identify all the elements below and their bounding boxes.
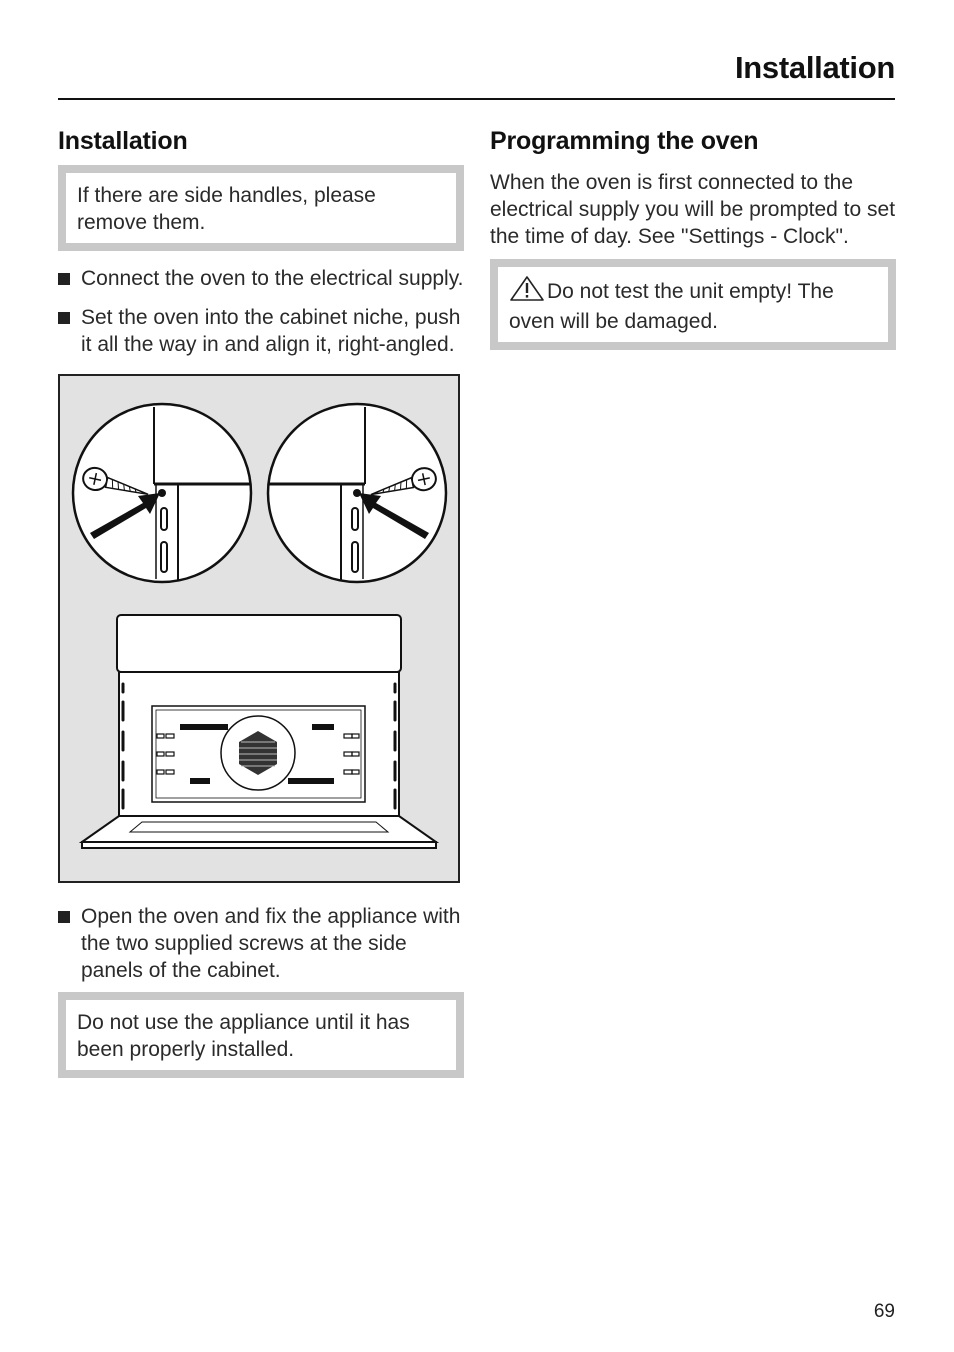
programming-paragraph: When the oven is first connected to the electrical supply you will be prompted to set the time of day. See "Settings - Clock". bbox=[490, 171, 896, 248]
list-item-text: Connect the oven to the electrical supply. bbox=[81, 267, 464, 290]
oven-illustration bbox=[60, 376, 458, 881]
note-text: If there are side handles, please remove them. bbox=[77, 184, 376, 234]
note-text: Do not use the appliance until it has been properly installed. bbox=[77, 1011, 410, 1061]
right-detail-circle bbox=[268, 404, 446, 582]
note-box-proper-installation bbox=[58, 992, 464, 1078]
list-item bbox=[58, 304, 464, 358]
square-bullet-icon bbox=[58, 273, 70, 285]
square-bullet-icon bbox=[58, 911, 70, 923]
list-item bbox=[58, 903, 464, 984]
warning-triangle-icon bbox=[509, 275, 545, 308]
left-detail-circle bbox=[73, 404, 251, 582]
section-heading-installation: Installation bbox=[58, 127, 188, 155]
section-heading-programming: Programming the oven bbox=[490, 127, 759, 155]
oven-installation-figure bbox=[58, 374, 460, 883]
left-column bbox=[58, 126, 464, 1078]
list-item bbox=[58, 265, 464, 292]
list-item-text: Open the oven and fix the appliance with the two supplied screws at the side panels of the cabinet. bbox=[81, 905, 461, 982]
warning-box bbox=[490, 259, 896, 350]
note-box-side-handles bbox=[58, 165, 464, 251]
page-number: 69 bbox=[873, 1301, 895, 1322]
square-bullet-icon bbox=[58, 312, 70, 324]
list-item-text: Set the oven into the cabinet niche, push it all the way in and align it, right-angled. bbox=[81, 306, 461, 356]
bullet-list bbox=[58, 265, 464, 358]
page-header-title: Installation bbox=[734, 50, 895, 85]
bullet-list-after-figure bbox=[58, 903, 464, 984]
oven-body bbox=[82, 615, 436, 848]
header-rule bbox=[58, 98, 895, 100]
warning-text: Do not test the unit empty! The oven will be damaged. bbox=[509, 280, 834, 333]
right-column bbox=[490, 126, 896, 350]
